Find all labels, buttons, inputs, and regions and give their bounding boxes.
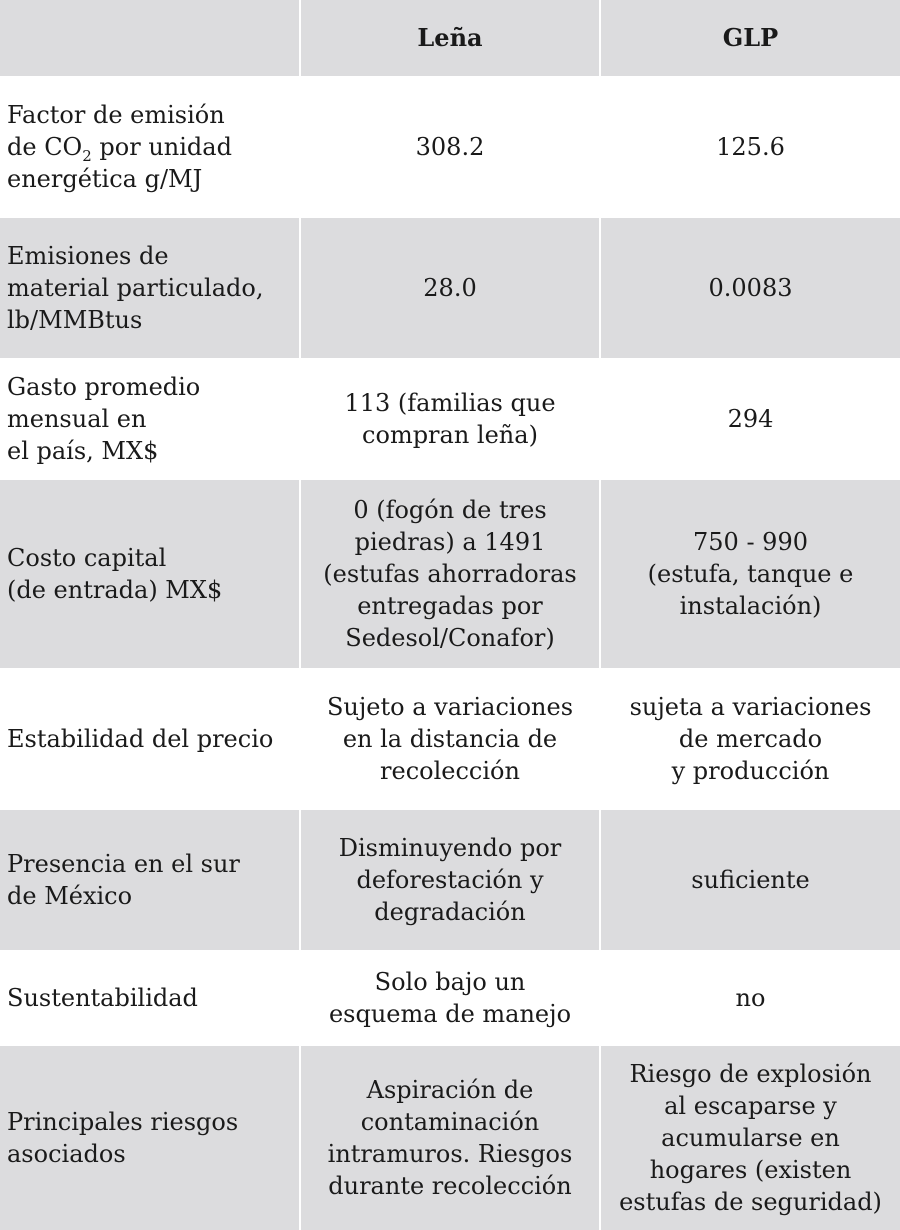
table-row bbox=[0, 950, 900, 1046]
label-text: Factor de emisión de CO bbox=[7, 101, 225, 161]
cell-glp: no bbox=[600, 950, 900, 1046]
row-label-main-risks: Principales riesgos asociados bbox=[0, 1046, 300, 1230]
cell-lena: 113 (familias que compran leña) bbox=[300, 358, 600, 480]
header-glp: GLP bbox=[600, 0, 900, 76]
header-row bbox=[0, 0, 900, 76]
table-row bbox=[0, 480, 900, 668]
table-row bbox=[0, 358, 900, 480]
table-row bbox=[0, 668, 900, 810]
row-label-presence-south: Presencia en el sur de México bbox=[0, 810, 300, 950]
header-lena: Leña bbox=[300, 0, 600, 76]
cell-lena: 308.2 bbox=[300, 76, 600, 218]
cell-glp: sujeta a variaciones de mercado y producción bbox=[600, 668, 900, 810]
cell-lena: Aspiración de contaminación intramuros. Riesgos durante recolección bbox=[300, 1046, 600, 1230]
cell-glp: 125.6 bbox=[600, 76, 900, 218]
table-row bbox=[0, 810, 900, 950]
cell-glp: 750 - 990 (estufa, tanque e instalación) bbox=[600, 480, 900, 668]
row-label-emission-factor bbox=[0, 76, 300, 218]
table-row bbox=[0, 218, 900, 358]
label-text: por unidad energética g/MJ bbox=[7, 133, 232, 193]
cell-glp: suficiente bbox=[600, 810, 900, 950]
row-label-price-stability: Estabilidad del precio bbox=[0, 668, 300, 810]
cell-lena: 0 (fogón de tres piedras) a 1491 (estufas ahorradoras entregadas por Sedesol/Conafor) bbox=[300, 480, 600, 668]
row-label-sustainability: Sustentabilidad bbox=[0, 950, 300, 1046]
label-subscript: 2 bbox=[82, 147, 92, 165]
cell-lena: 28.0 bbox=[300, 218, 600, 358]
cell-glp: 0.0083 bbox=[600, 218, 900, 358]
row-label-monthly-expense: Gasto promedio mensual en el país, MX$ bbox=[0, 358, 300, 480]
row-label-particulate: Emisiones de material particulado, lb/MMBtus bbox=[0, 218, 300, 358]
cell-glp: 294 bbox=[600, 358, 900, 480]
cell-lena: Sujeto a variaciones en la distancia de recolección bbox=[300, 668, 600, 810]
cell-glp: Riesgo de explosión al escaparse y acumularse en hogares (existen estufas de seguridad) bbox=[600, 1046, 900, 1230]
table-row bbox=[0, 1046, 900, 1230]
cell-lena: Disminuyendo por deforestación y degradación bbox=[300, 810, 600, 950]
table-row bbox=[0, 76, 900, 218]
header-empty-cell bbox=[0, 0, 300, 76]
row-label-capital-cost: Costo capital (de entrada) MX$ bbox=[0, 480, 300, 668]
cell-lena: Solo bajo un esquema de manejo bbox=[300, 950, 600, 1046]
